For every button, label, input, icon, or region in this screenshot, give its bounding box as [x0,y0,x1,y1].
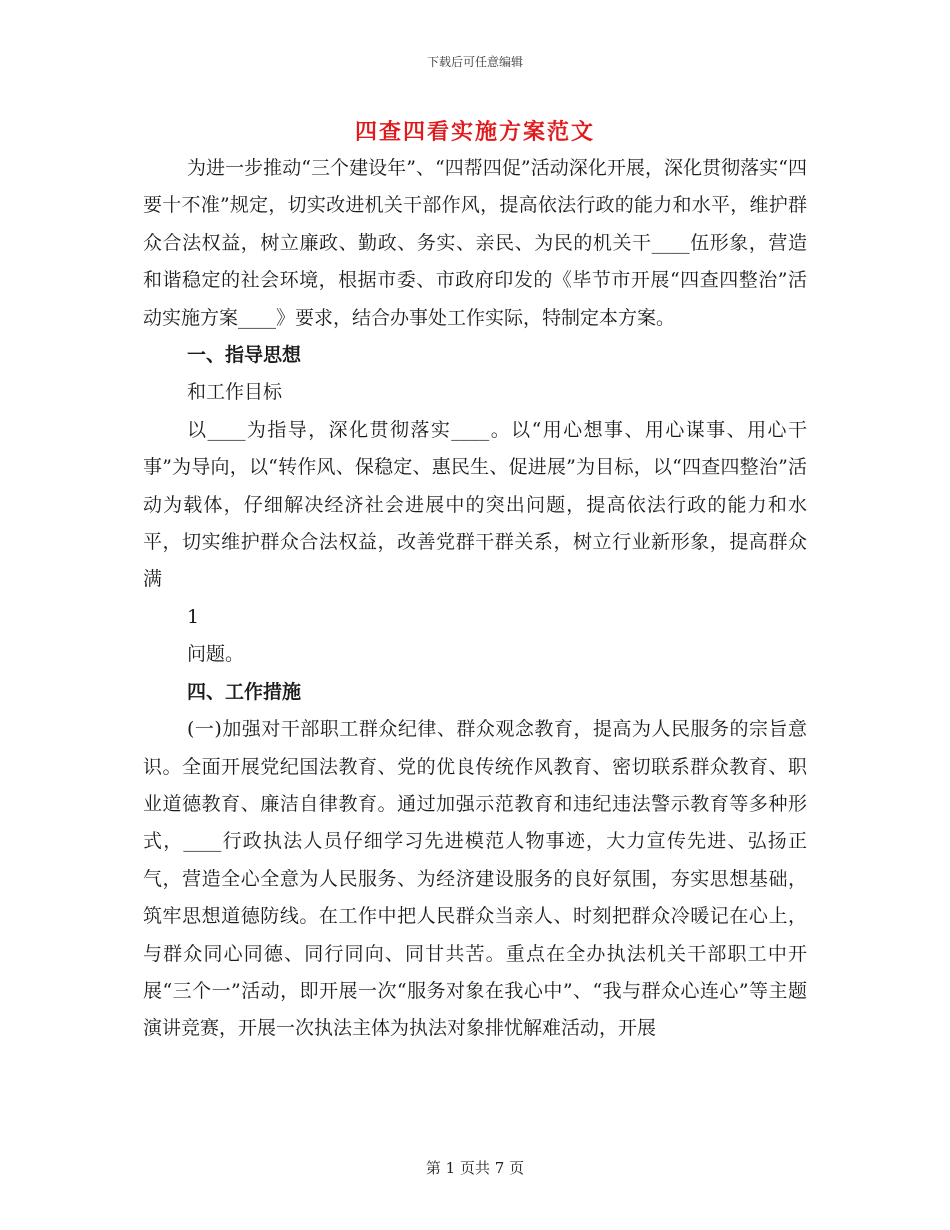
page-marker: 1 [187,605,200,628]
measures-paragraph: (一)加强对干部职工群众纪律、群众观念教育，提高为人民服务的宗旨意识。全面开展党纪国法教育、党的优良传统作风教育、密切联系群众教育、职业道德教育、廉洁自律教育。通过加强示范教育和违纪违法警示教育等多种形式，____行政执法人员仔细学习先进模范人物事迹，大力宣传先进、弘扬正气，营造全心全意为人民服务、为经济建设服务的良好氛围，夯实思想基础，筑牢思想道德防线。在工作中把人民群众当亲人、时刻把群众冷暖记在心上，与群众同心同德、同行同向、同甘共苦。重点在全办执法机关干部职工中开展“三个一”活动，即开展一次“服务对象在我心中”、“我与群众心连心”等主题演讲竞赛，开展一次执法主体为执法对象排忧解难活动，开展 [143,718,807,1040]
intro-paragraph: 为进一步推动“三个建设年”、“四帮四促”活动深化开展，深化贯彻落实“四要十不准”规定，切实改进机关干部作风，提高依法行政的能力和水平，维护群众合法权益，树立廉政、勤政、务实、亲民、为民的机关干____伍形象，营造和谐稳定的社会环境，根据市委、市政府印发的《毕节市开展“四查四整治”活动实施方案____》要求，结合办事处工作实际，特制定本方案。 [143,157,807,329]
goals-paragraph: 以____为指导，深化贯彻落实____。以“用心想事、用心谋事、用心干事”为导向，以“转作风、保稳定、惠民生、促进展”为目标，以“四查四整治”活动为载体，仔细解决经济社会进展中的突出问题，提高依法行政的能力和水平，切实维护群众合法权益，改善党群干群关系，树立行业新形象，提高群众满 [143,418,807,591]
section-heading-guiding-thought: 一、指导思想 [187,344,302,367]
page-header-note: 下载后可任意编辑 [426,55,523,69]
page-footer: 第 1 页共 7 页 [425,1159,525,1177]
subheading-work-goals: 和工作目标 [187,381,283,404]
section-heading-work-measures: 四、工作措施 [187,680,302,703]
fragment-paragraph: 问题。 [187,643,245,666]
document-body [143,150,807,1048]
document-title: 四查四看实施方案范文 [354,119,595,145]
